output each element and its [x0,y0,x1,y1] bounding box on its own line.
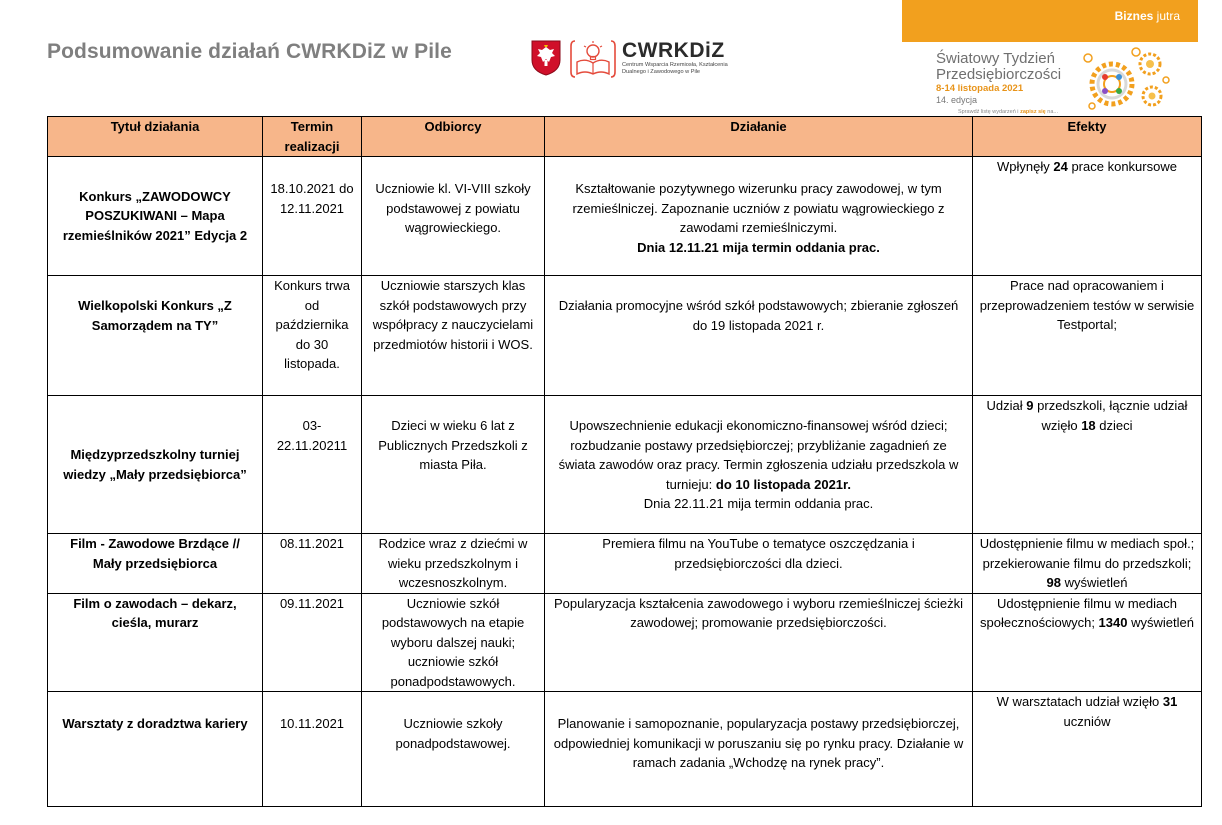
cell-title: Film o zawodach – dekarz, cieśla, murarz [48,593,263,692]
banner-brand: Biznes jutra [1114,9,1180,23]
wielkopolska-crest-logo [531,40,561,76]
cell-action: Działania promocyjne wśród szkół podstawowych; zbieranie zgłoszeń do 19 listopada 2021 r. [545,276,973,396]
table-row [48,534,1202,594]
page-title: Podsumowanie działań CWRKDiZ w Pile [47,40,452,63]
cell-effects: Udostępnienie filmu w mediach społ.; przekierowanie filmu do przedszkoli; 98 wyświetleń [973,534,1202,594]
cell-action: Upowszechnienie edukacji ekonomiczno-finansowej wśród dzieci; rozbudzanie postawy przedsiębiorczej; przybliżanie zagadnień ze świata zawodów oraz pracy. Termin zgłoszenia udziału przedszkola w turnieju: do 10 listopada 2021r. Dnia 22.11.21 mija termin oddania prac. [545,396,973,534]
cell-effects: W warsztatach udział wzięło 31 uczniów [973,692,1202,807]
cell-recipients: Uczniowie starszych klas szkół podstawowych przy współpracy z nauczycielami przedmiotów historii i WOS. [362,276,545,396]
cwrkdiz-logo [569,38,749,80]
cell-effects: Udział 9 przedszkoli, łącznie udział wzięło 18 dzieci [973,396,1202,534]
cell-title: Międzyprzedszkolny turniej wiedzy „Mały przedsiębiorca” [48,396,263,534]
gears-icon [1078,46,1170,114]
cell-date: 03-22.11.20211 [263,396,362,534]
cell-recipients: Uczniowie szkoły ponadpodstawowej. [362,692,545,807]
cwrkdiz-logo-subtitle: Centrum Wsparcia Rzemiosła, Kształcenia Dualnego i Zawodowego w Pile [622,62,728,75]
banner-orange-band [902,0,1198,42]
cell-effects: Prace nad opracowaniem i przeprowadzeniem testów w serwisie Testportal; [973,276,1202,396]
cell-recipients: Dzieci w wieku 6 lat z Publicznych Przedszkoli z miasta Piła. [362,396,545,534]
col-header-date: Termin realizacji [263,117,362,157]
col-header-effects: Efekty [973,117,1202,157]
book-lightbulb-icon [569,38,617,80]
banner-line2: Przedsiębiorczości [936,66,1062,83]
table-row [48,396,1202,534]
table-header-row [48,117,1202,157]
banner-edition: 14. edycja [936,95,978,105]
cell-recipients: Rodzice wraz z dziećmi w wieku przedszkolnym i wczesnoszkolnym. [362,534,545,594]
cell-date: Konkurs trwa od października do 30 listopada. [263,276,362,396]
cell-recipients: Uczniowie szkół podstawowych na etapie wyboru dalszej nauki; uczniowie szkół ponadpodstawowych. [362,593,545,692]
banner-tagline: Sprawdź listę wydarzeń i zapisz się na... [958,109,1058,115]
activities-table [47,116,1202,807]
table-row [48,692,1202,807]
col-header-recipients: Odbiorcy [362,117,545,157]
col-header-title: Tytuł działania [48,117,263,157]
table-row [48,157,1202,276]
cell-recipients: Uczniowie kl. VI-VIII szkoły podstawowej z powiatu wągrowieckiego. [362,157,545,276]
cell-title: Warsztaty z doradztwa kariery [48,692,263,807]
banner-dates: 8-14 listopada 2021 [936,83,1024,94]
cell-action: Premiera filmu na YouTube o tematyce oszczędzania i przedsiębiorczości dla dzieci. [545,534,973,594]
cell-title: Konkurs „ZAWODOWCY POSZUKIWANI – Mapa rzemieślników 2021” Edycja 2 [48,157,263,276]
cell-date: 10.11.2021 [263,692,362,807]
biznes-jutra-banner [902,0,1198,118]
cell-action: Popularyzacja kształcenia zawodowego i wyboru rzemieślniczej ścieżki zawodowej; promowanie przedsiębiorczości. [545,593,973,692]
cwrkdiz-logo-name: CWRKDiZ [622,39,725,62]
table-row [48,593,1202,692]
cell-date: 09.11.2021 [263,593,362,692]
cell-date: 18.10.2021 do 12.11.2021 [263,157,362,276]
cell-effects: Wpłynęły 24 prace konkursowe [973,157,1202,276]
table-row [48,276,1202,396]
cell-action: Kształtowanie pozytywnego wizerunku pracy zawodowej, w tym rzemieślniczej. Zapoznanie uczniów z powiatu wągrowieckiego z zawodami rzemieślniczymi. Dnia 12.11.21 mija termin oddania prac. [545,157,973,276]
cell-date: 08.11.2021 [263,534,362,594]
banner-line1: Światowy Tydzień [936,50,1055,67]
cell-title: Wielkopolski Konkurs „Z Samorządem na TY” [48,276,263,396]
cell-effects: Udostępnienie filmu w mediach społecznościowych; 1340 wyświetleń [973,593,1202,692]
col-header-action: Działanie [545,117,973,157]
cell-action: Planowanie i samopoznanie, popularyzacja postawy przedsiębiorczej, odpowiedniej komunikacji w poruszaniu się po rynku pracy. Działanie w ramach zadania „Wchodzę na rynek pracy”. [545,692,973,807]
cell-title: Film - Zawodowe Brzdące // Mały przedsiębiorca [48,534,263,594]
